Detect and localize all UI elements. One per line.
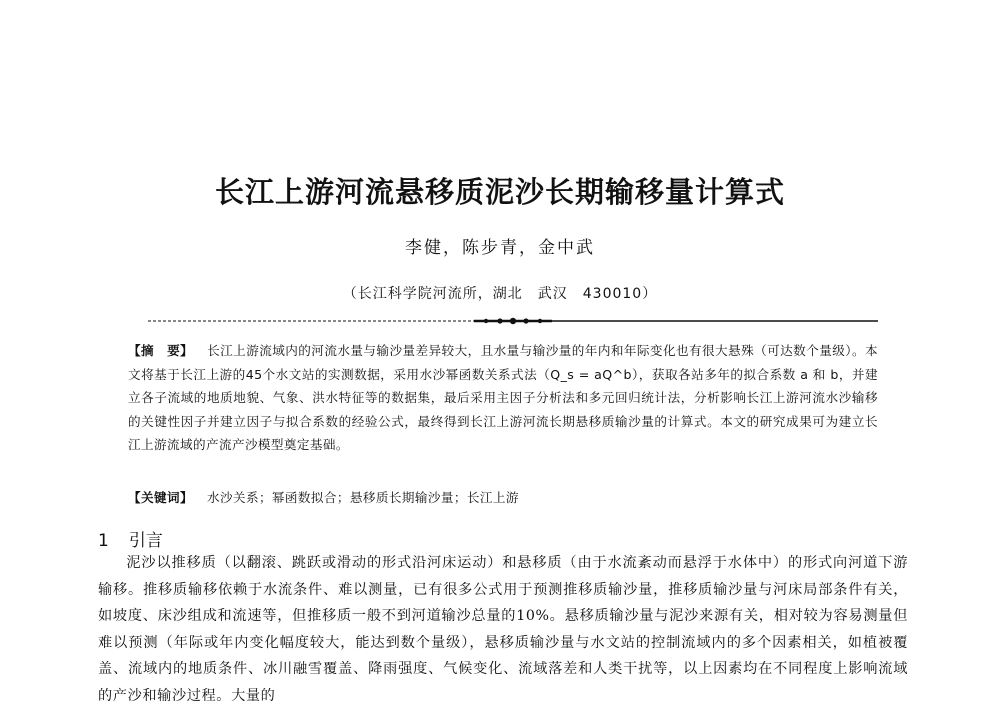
section-number: 1	[98, 531, 109, 551]
abstract-text: 长江上游流域内的河流水量与输沙量差异较大，且水量与输沙量的年内和年际变化也有很大悬殊（可达数个量级）。本文将基于长江上游的45个水文站的实测数据，采用水沙幂函数关系式法（Q_s = aQ^b），获取各站多年的拟合系数 a 和 b，并建立各子流域的地质地貌、气象、洪水特征等的数据集，最后采用主因子分析法和多元回归统计法，分析影响长江上游河流水沙输移的关键性因子并建立因子与拟合系数的经验公式，最终得到长江上游河流长期悬移质输沙量的计算式。本文的研究成果可为建立长江上游流域的产流产沙模型奠定基础。	[128, 343, 879, 452]
keywords-label: 【关键词】	[128, 490, 193, 505]
ornamental-divider	[148, 317, 878, 325]
section-heading	[98, 526, 163, 551]
author-list: 李健，陈步青，金中武	[405, 238, 595, 258]
abstract	[128, 339, 878, 457]
affiliation: （长江科学院河流所，湖北 武汉 430010）	[342, 286, 658, 302]
body-paragraph: 泥沙以推移质（以翻滚、跳跃或滑动的形式沿河床运动）和悬移质（由于水流紊动而悬浮于水体中）的形式向河道下游输移。推移质输移依赖于水流条件、难以测量，已有很多公式用于预测推移质输沙量，推移质输沙量与河床局部条件有关，如坡度、床沙组成和流速等，但推移质一般不到河道输沙总量的10%。悬移质输沙量与泥沙来源有关，相对较为容易测量但难以预测（年际或年内变化幅度较大，能达到数个量级），悬移质输沙量与水文站的控制流域内的多个因素相关，如植被覆盖、流域内的地质条件、冰川融雪覆盖、降雨强度、气候变化、流域落差和人类干扰等，以上因素均在不同程度上影响流域的产沙和输沙过程。大量的	[98, 555, 908, 704]
keywords-text: 水沙关系；幂函数拟合；悬移质长期输沙量；长江上游	[206, 490, 519, 505]
abstract-label: 【摘 要】	[128, 343, 194, 358]
paper-title: 长江上游河流悬移质泥沙长期输移量计算式	[214, 175, 785, 209]
keywords	[128, 486, 878, 509]
section-title: 引言	[128, 531, 163, 551]
